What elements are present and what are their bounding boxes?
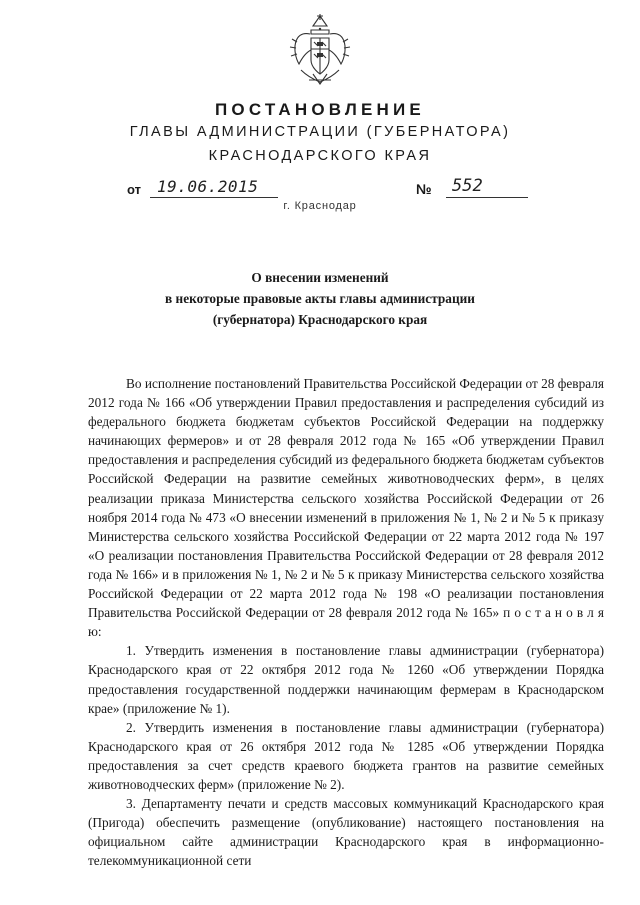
document-title-line-2: в некоторые правовые акты главы администрации: [165, 291, 475, 306]
region-heading: КРАСНОДАРСКОГО КРАЯ: [208, 148, 432, 164]
coat-of-arms-emblem: [289, 12, 351, 90]
date-label: от: [127, 182, 141, 197]
document-title-line-3: (губернатора) Краснодарского края: [212, 312, 428, 327]
document-type-heading: ПОСТАНОВЛЕНИЕ: [215, 100, 425, 119]
document-body: [88, 374, 604, 870]
clause-1-paragraph: 1. Утвердить изменения в постановление главы администрации (губернатора) Краснодарского края от 22 октября 2012 года № 1260 «Об утверждении Порядка предоставления государственной поддержки начинающим фермерам в Краснодарском крае» (приложение № 1).: [88, 643, 604, 716]
clause-2-paragraph: 2. Утвердить изменения в постановление главы администрации (губернатора) Краснодарского края от 26 октября 2012 года № 1285 «Об утверждении Порядка предоставления за счет средств краевого бюджета грантов на развитие семейных животноводческих ферм» (приложение № 2).: [88, 719, 604, 792]
number-value: 552: [452, 176, 483, 196]
date-value: 19.06.2015: [157, 177, 259, 196]
issuer-heading: ГЛАВЫ АДМИНИСТРАЦИИ (ГУБЕРНАТОРА): [129, 124, 511, 140]
date-underline: [150, 197, 278, 198]
clause-3-paragraph: 3. Департаменту печати и средств массовых коммуникаций Краснодарского края (Пригода) обеспечить размещение (опубликование) настоящего постановления на официальном сайте администрации Краснодарского края в информационно-телекоммуникационной сети: [88, 796, 604, 869]
document-title-line-1: О внесении изменений: [251, 270, 389, 285]
preamble-paragraph: Во исполнение постановлений Правительства Российской Федерации от 28 февраля 2012 года № 166 «Об утверждении Правил предоставления и распределения субсидий из федерального бюджета бюджетам субъектов Российской Федерации на поддержку начинающих фермеров» и от 28 февраля 2012 года № 165 «Об утверждении Правил предоставления и распределения субсидий из федерального бюджета бюджетам субъектов Российской Федерации на развитие семейных животноводческих ферм», в целях реализации приказа Министерства сельского хозяйства Российской Федерации от 26 ноября 2014 года № 473 «О внесении изменений в приложения № 1, № 2 и № 5 к приказу Министерства сельского хозяйства Российской Федерации от 22 марта 2012 года № 197 «О реализации постановления Правительства Российской Федерации от 28 февраля 2012 года № 166» и в приложения № 1, № 2 и № 5 к приказу Министерства сельского хозяйства Российской Федерации от 22 марта 2012 года № 198 «О реализации постановления Правительства Российской Федерации от 28 февраля 2012 года № 165» п о с т а н о в л я ю:: [88, 376, 604, 640]
city-label: г. Краснодар: [283, 200, 357, 212]
number-label: №: [416, 181, 432, 197]
number-underline: [446, 197, 528, 198]
